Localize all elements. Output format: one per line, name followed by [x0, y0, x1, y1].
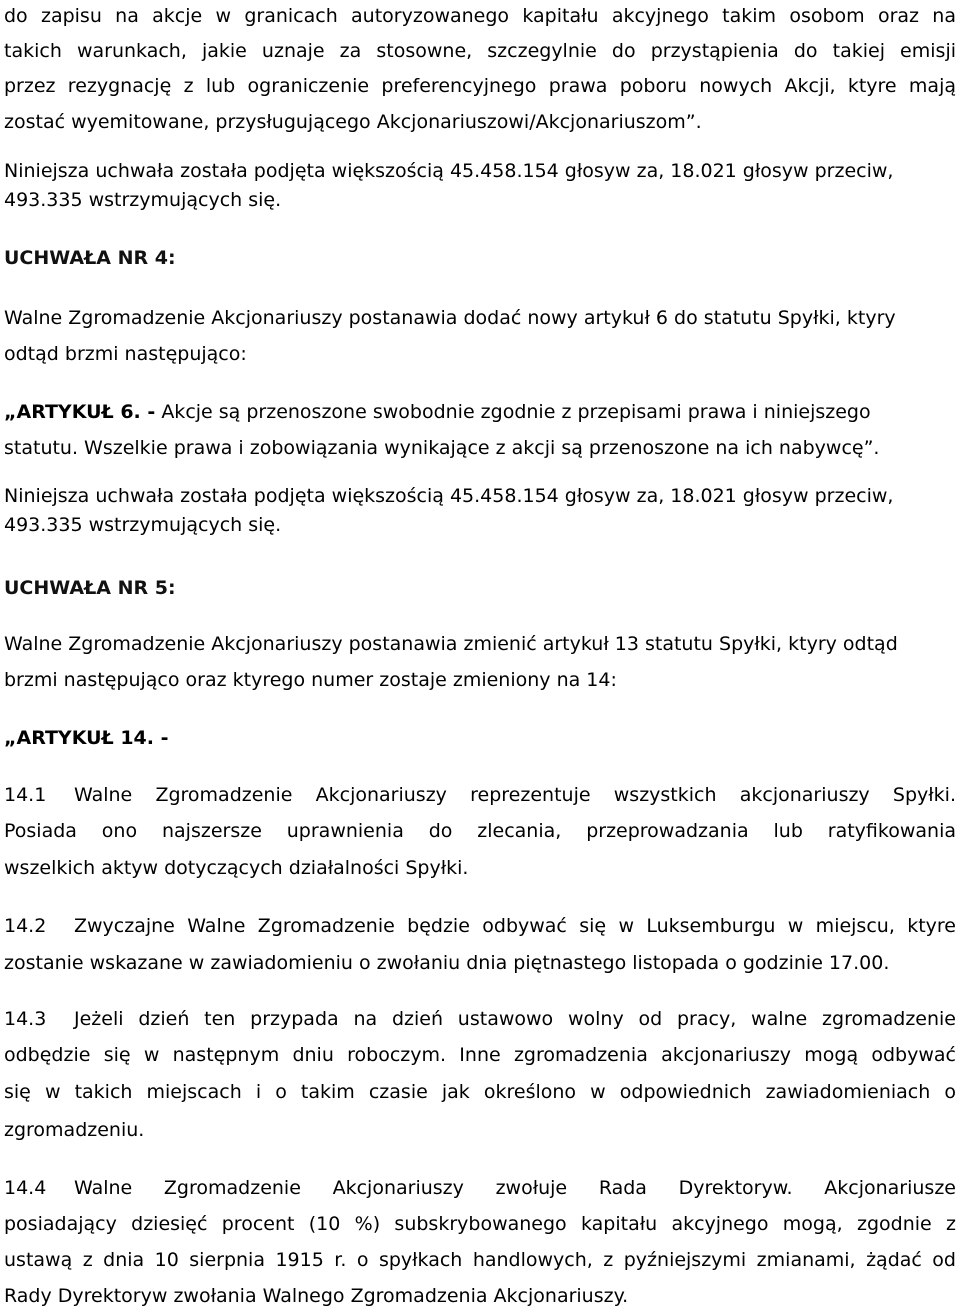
- point-14-1-line-1: [4, 783, 956, 807]
- point-number: 14.4: [4, 1177, 47, 1199]
- resolution-4-heading: UCHWAŁA NR 4:: [4, 247, 176, 269]
- point-14-4-line-2: posiadający dziesięć procent (10 %) subskrybowanego kapitału akcyjnego mogą, zgodnie z: [4, 1213, 956, 1235]
- point-text: Walne Zgromadzenie Akcjonariuszy zwołuje Rada Dyrektoryw. Akcjonariusze: [74, 1177, 956, 1199]
- resolution-4-body-line-1: Walne Zgromadzenie Akcjonariuszy postanawia dodać nowy artykuł 6 do statutu Spyłki, ktyry: [4, 307, 896, 329]
- point-14-3-line-2: odbędzie się w następnym dniu roboczym. Inne zgromadzenia akcjonariuszy mogą odbywać: [4, 1044, 956, 1066]
- point-14-4-line-1: [4, 1176, 956, 1200]
- article-6-line-1: [4, 400, 956, 424]
- intro-line-3: przez rezygnację z lub ograniczenie preferencyjnego prawa poboru nowych Akcji, ktyre mają: [4, 75, 956, 97]
- point-14-3-line-1: [4, 1007, 956, 1031]
- point-text: Jeżeli dzień ten przypada na dzień ustawowo wolny od pracy, walne zgromadzenie: [74, 1008, 956, 1030]
- vote-result-1-line-1: Niniejsza uchwała została podjęta większością 45.458.154 głosyw za, 18.021 głosyw przeciw,: [4, 160, 894, 182]
- point-14-2-line-2: zostanie wskazane w zawiadomieniu o zwołaniu dnia piętnastego listopada o godzinie 17.00.: [4, 952, 890, 974]
- vote-result-2-line-2: 493.335 wstrzymujących się.: [4, 514, 282, 536]
- resolution-4-body-line-2: odtąd brzmi następująco:: [4, 343, 247, 365]
- intro-line-4: zostać wyemitowane, przysługującego Akcjonariuszowi/Akcjonariuszom”.: [4, 111, 702, 133]
- point-14-1-line-2: Posiada ono najszersze uprawnienia do zlecania, przeprowadzania lub ratyfikowania: [4, 820, 956, 842]
- point-14-3-line-4: zgromadzeniu.: [4, 1119, 145, 1141]
- point-text: Zwyczajne Walne Zgromadzenie będzie odbywać się w Luksemburgu w miejscu, ktyre: [74, 915, 956, 937]
- point-14-2-line-1: [4, 914, 956, 938]
- point-14-4-line-3: ustawą z dnia 10 sierpnia 1915 r. o spyłkach handlowych, z pyźniejszymi zmianami, żądać od: [4, 1249, 956, 1271]
- article-6-line-2: statutu. Wszelkie prawa i zobowiązania wynikające z akcji są przenoszone na ich nabywcę”.: [4, 437, 880, 459]
- vote-result-2-line-1: Niniejsza uchwała została podjęta większością 45.458.154 głosyw za, 18.021 głosyw przeciw,: [4, 485, 894, 507]
- point-14-3-line-3: się w takich miejscach i o takim czasie jak określono w odpowiednich zawiadomieniach o: [4, 1081, 956, 1103]
- vote-result-1-line-2: 493.335 wstrzymujących się.: [4, 189, 282, 211]
- article-14-label: „ARTYKUŁ 14. -: [4, 727, 169, 749]
- point-text: Walne Zgromadzenie Akcjonariuszy reprezentuje wszystkich akcjonariuszy Spyłki.: [74, 784, 956, 806]
- article-6-text: Akcje są przenoszone swobodnie zgodnie z przepisami prawa i niniejszego: [161, 401, 871, 423]
- point-14-1-line-3: wszelkich aktyw dotyczących działalności Spyłki.: [4, 857, 469, 879]
- point-14-4-line-4: Rady Dyrektoryw zwołania Walnego Zgromadzenia Akcjonariuszy.: [4, 1285, 629, 1307]
- article-6-label: „ARTYKUŁ 6. -: [4, 401, 156, 423]
- intro-line-2: takich warunkach, jakie uznaje za stosowne, szczegylnie do przystąpienia do takiej emisji: [4, 40, 956, 62]
- intro-line-1: do zapisu na akcje w granicach autoryzowanego kapitału akcyjnego takim osobom oraz na: [4, 5, 956, 27]
- resolution-5-heading: UCHWAŁA NR 5:: [4, 577, 176, 599]
- point-number: 14.2: [4, 915, 47, 937]
- point-number: 14.3: [4, 1008, 47, 1030]
- resolution-5-body-line-2: brzmi następująco oraz ktyrego numer zostaje zmieniony na 14:: [4, 669, 617, 691]
- resolution-5-body-line-1: Walne Zgromadzenie Akcjonariuszy postanawia zmienić artykuł 13 statutu Spyłki, ktyry odtąd: [4, 633, 898, 655]
- point-number: 14.1: [4, 784, 47, 806]
